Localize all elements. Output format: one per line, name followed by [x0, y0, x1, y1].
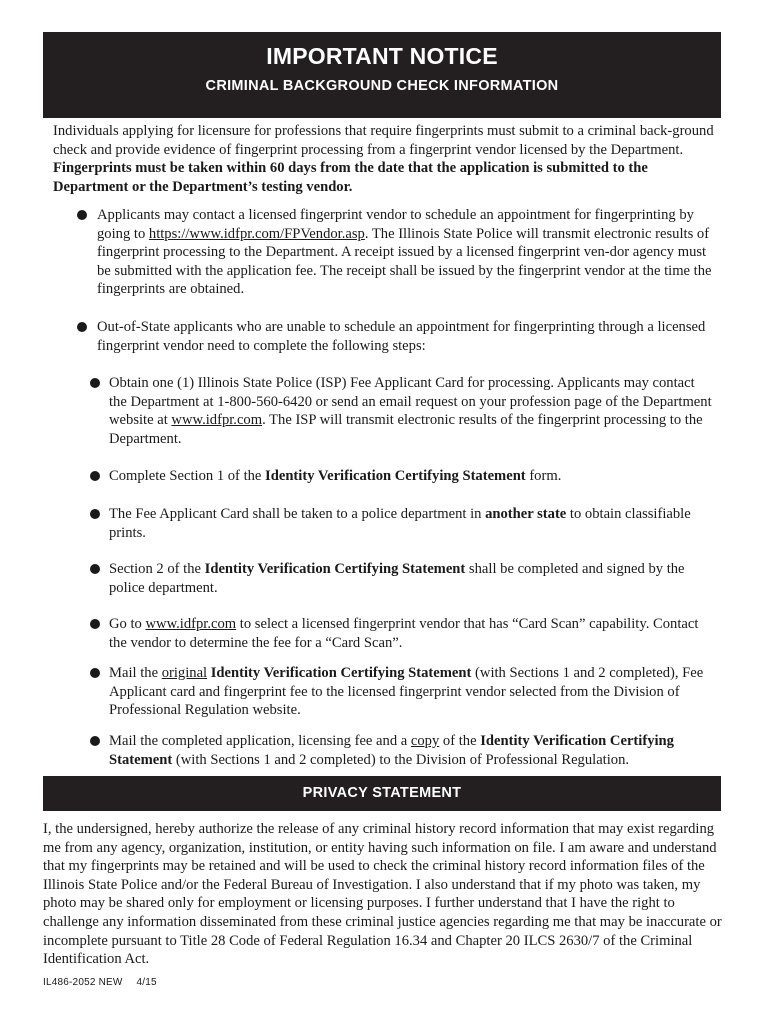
list-item — [109, 467, 714, 486]
step-underlined-text: copy — [410, 733, 440, 749]
bullet-text: Out-of-State applicants who are unable to schedule an appointment for fingerprinting through a licensed fingerprint vendor need to complete the following steps: — [97, 319, 706, 354]
privacy-heading: PRIVACY STATEMENT — [43, 776, 721, 811]
intro-paragraph — [53, 122, 721, 196]
page-title: IMPORTANT NOTICE — [266, 43, 498, 69]
step-text: Mail the completed application, licensing fee and a — [109, 733, 411, 749]
list-item — [97, 318, 717, 355]
form-footer — [43, 977, 157, 988]
step-text: Mail the — [109, 665, 162, 681]
list-item — [109, 732, 714, 769]
step-text: of the — [439, 733, 481, 749]
bullet-text: . The Illinois State Police will transmit electronic results of fingerprint processing to the Department. A receipt issued by a licensed fingerprint ven-dor agency must be submitted with the application fee. The receipt shall be issued by the fingerprint vendor at the time the fingerprints are obtained. — [97, 225, 712, 298]
step-text: Go to — [109, 616, 146, 632]
step-bold-text: Identity Verification Certifying Statement — [204, 561, 466, 577]
step-text: The Fee Applicant Card shall be taken to a police department in — [109, 506, 486, 522]
step-bold-text: Identity Verification Certifying Statement — [207, 665, 472, 681]
notice-header — [43, 32, 721, 118]
step-text: to obtain classifiable prints. — [109, 506, 691, 541]
bullet-icon — [90, 378, 100, 388]
step-text: . The ISP will transmit electronic results of the fingerprint processing to the Department. — [109, 412, 703, 447]
fp-vendor-link[interactable]: https://www.idfpr.com/FPVendor.asp — [148, 225, 365, 242]
step-bold-text: Identity Verification Certifying Statement — [109, 733, 674, 768]
list-item — [109, 615, 714, 652]
form-date: 4/15 — [136, 977, 157, 988]
step-text: (with Sections 1 and 2 completed) to the Division of Professional Regulation. — [172, 751, 630, 768]
bullet-icon — [90, 509, 100, 519]
bullet-icon — [90, 564, 100, 574]
step-text: form. — [525, 468, 562, 484]
step-text: Complete Section 1 of the — [109, 468, 266, 484]
step-text: Section 2 of the — [109, 561, 205, 577]
list-item — [109, 664, 714, 720]
bullet-icon — [90, 736, 100, 746]
bullet-icon — [90, 668, 100, 678]
form-id: IL486-2052 NEW — [43, 977, 123, 988]
bullet-text: Applicants may contact a licensed fingerprint vendor to schedule an appointment for fingerprinting by going to — [97, 207, 694, 242]
step-text: to select a licensed fingerprint vendor that has “Card Scan” capability. Contact the vendor to determine the fee for a “Card Scan”. — [109, 616, 699, 651]
list-item — [109, 505, 714, 542]
list-item — [109, 374, 714, 448]
step-underlined-text: original — [161, 665, 208, 681]
bullet-icon — [90, 619, 100, 629]
list-item — [109, 560, 714, 597]
list-item — [97, 206, 717, 299]
bullet-icon — [90, 471, 100, 481]
step-text: shall be completed and signed by the police department. — [109, 561, 685, 596]
bullet-icon — [77, 322, 87, 332]
step-bold-text: another state — [485, 506, 567, 522]
idfpr-link[interactable]: www.idfpr.com — [145, 616, 237, 632]
privacy-paragraph: I, the undersigned, hereby authorize the release of any criminal history record information that may exist regarding me from any agency, organization, institution, or entity having such information on file. I am aware and understand that my fingerprints may be retained and will be used to check the criminal history record information files of the Illinois State Police and/or the Federal Bureau of Investigation. I also understand that if my photo was taken, my photo may be shared only for employment or licensing purposes. I further understand that I have the right to challenge any information disseminated from these criminal justice agencies regarding me that may be inaccurate or incomplete pursuant to Title 28 Code of Federal Regulation 16.34 and Chapter 20 ILCS 2630/7 of the Criminal Identification Act. — [43, 821, 722, 968]
step-text: (with Sections 1 and 2 completed), Fee Applicant card and fingerprint fee to the licensed fingerprint vendor selected from the Division of Professional Regulation website. — [109, 665, 704, 719]
page-subtitle: CRIMINAL BACKGROUND CHECK INFORMATION — [205, 78, 559, 94]
bullet-icon — [77, 210, 87, 220]
step-bold-text: Identity Verification Certifying Statement — [265, 468, 526, 484]
idfpr-link[interactable]: www.idfpr.com — [171, 412, 263, 429]
intro-deadline-text: Fingerprints must be taken within 60 days from the date that the application is submitted to the Department or the Department’s testing vendor. — [53, 160, 648, 195]
step-text: Obtain one (1) Illinois State Police (ISP) Fee Applicant Card for processing. Applicants may contact the Department at 1-800-560-6420 or send an email request on your profession page of the Department website at — [109, 375, 712, 429]
intro-text: Individuals applying for licensure for professions that require fingerprints must submit to a criminal back-ground check and provide evidence of fingerprint processing from a fingerprint vendor licensed by the Department. — [53, 123, 714, 158]
